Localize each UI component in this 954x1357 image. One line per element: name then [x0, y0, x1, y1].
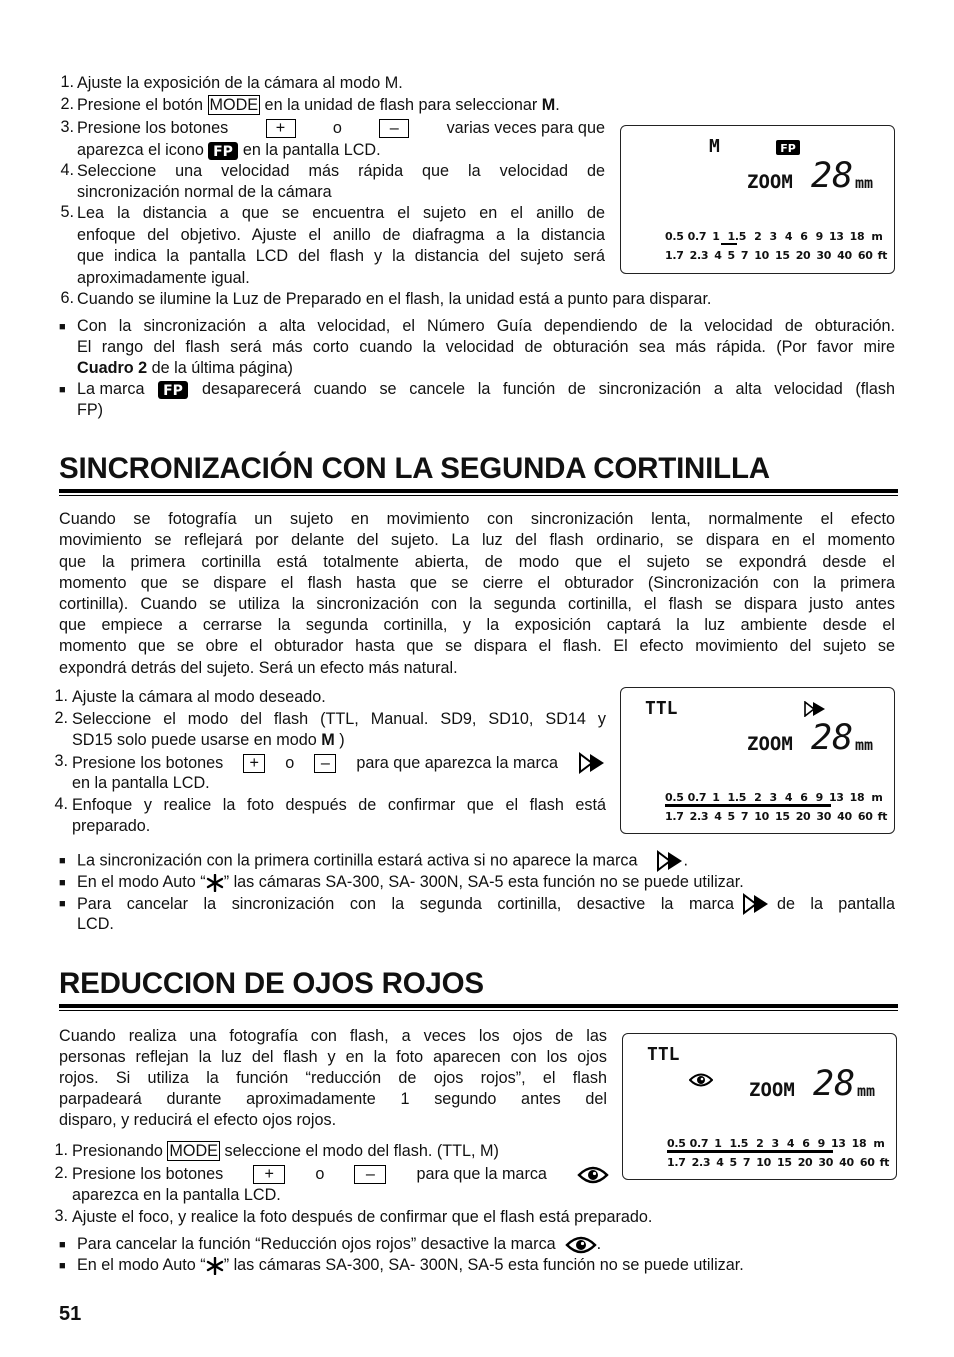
- step-number: 1.: [54, 687, 68, 705]
- lcd-feet-value: 5: [729, 1156, 737, 1169]
- lcd-mode: TTL: [645, 698, 678, 719]
- para-line: momento que se dispare el flash hasta que se cierre el obturador (Sincronización con la primera: [59, 574, 895, 592]
- note-text: En el modo Auto “ ” las cámaras SA-300, SA- 300N, SA-5 esta función no se puede utilizar.: [77, 1256, 744, 1274]
- lcd-feet-value: 7: [742, 1156, 751, 1169]
- title-rule: [59, 489, 898, 493]
- step-text: sincronización normal de la cámara: [77, 183, 332, 201]
- para-line: Cuando realiza una fotografía con flash, a veces los ojos de las: [59, 1027, 607, 1045]
- step-number: 2.: [54, 709, 68, 727]
- lcd-feet-value: 10: [756, 1156, 771, 1169]
- lcd-feet-value: 2.3: [689, 249, 709, 262]
- step-number: 1.: [54, 1141, 68, 1159]
- step-text: Lea la distancia a que se encuentra el sujeto en el anillo de: [77, 204, 605, 222]
- para-line: Cuando se fotografía un sujeto en movimiento con sincronización lenta, normalmente el efecto: [59, 510, 895, 528]
- step-text: Ajuste la exposición de la cámara al modo M.: [77, 74, 403, 92]
- step-text: Presione los botones + o – varias veces para que: [77, 119, 605, 137]
- step-text: Presione el botón MODE en la unidad de flash para seleccionar M.: [77, 96, 560, 114]
- fp-icon: [776, 140, 800, 155]
- note-text: FP): [77, 401, 104, 419]
- lcd-distance-marker: [721, 243, 737, 245]
- bullet-icon: ■: [59, 384, 66, 396]
- lcd-zoom-label: ZOOM: [747, 171, 793, 193]
- para-line: momento que se obre el obturador hasta que se dispara el flash. El efecto movimiento del sujeto se: [59, 637, 895, 655]
- lcd-meter-value: 1: [712, 791, 720, 804]
- lcd-meter-scale: [667, 1137, 885, 1150]
- step-text: Seleccione una velocidad más rápida que la velocidad de: [77, 162, 605, 180]
- step-number: 6.: [60, 289, 74, 307]
- lcd-feet-value: 7: [740, 249, 749, 262]
- step-text: preparado.: [72, 817, 151, 835]
- second-curtain-icon: [804, 701, 826, 717]
- section-title: SINCRONIZACIÓN CON LA SEGUNDA CORTINILLA: [59, 452, 770, 485]
- title-rule: [59, 1004, 898, 1008]
- fp-icon: [208, 142, 238, 160]
- lcd-meter-value: 6: [802, 1137, 810, 1150]
- step-number: 5.: [60, 203, 74, 221]
- lcd-meter-value: 13: [828, 791, 844, 804]
- lcd-meter-value: 1: [712, 230, 720, 243]
- svg-text:FP: FP: [780, 142, 796, 155]
- step-text: Seleccione el modo del flash (TTL, Manual. SD9, SD10, SD14 y: [72, 710, 606, 728]
- lcd-feet-unit: ft: [877, 810, 888, 823]
- svg-text:FP: FP: [213, 143, 234, 160]
- title-rule: [59, 1010, 898, 1011]
- lcd-feet-value: 60: [859, 1156, 875, 1169]
- lcd-meter-value: 18: [851, 1137, 867, 1150]
- minus-key: –: [379, 119, 409, 138]
- mode-key: MODE: [209, 96, 259, 114]
- lcd-display-second-curtain: [620, 687, 895, 834]
- lcd-feet-value: 40: [839, 1156, 854, 1169]
- lcd-meter-scale: [665, 791, 883, 804]
- step-text: SD15 solo puede usarse en modo M ): [72, 731, 345, 749]
- note-text: Para cancelar la sincronización con la segunda cortinilla, desactive la marca de la pantalla: [77, 893, 895, 915]
- lcd-meter-value: 13: [828, 230, 844, 243]
- page-number: 51: [59, 1303, 82, 1325]
- lcd-meter-value: 2: [754, 791, 762, 804]
- minus-key: –: [354, 1165, 386, 1184]
- lcd-meter-value: 2: [754, 230, 762, 243]
- lcd-meter-value: 6: [800, 791, 808, 804]
- lcd-zoom-label: ZOOM: [749, 1079, 795, 1101]
- note-text: Para cancelar la función “Reducción ojos rojos” desactive la marca .: [77, 1235, 602, 1253]
- lcd-feet-value: 40: [837, 249, 852, 262]
- title-rule: [59, 495, 898, 496]
- bullet-icon: ■: [59, 321, 66, 333]
- lcd-meter-value: 4: [784, 230, 793, 243]
- para-line: personas reflejan la luz del flash y en la foto aparecen con los ojos: [59, 1048, 607, 1066]
- para-line: cortinilla). Cuando se utiliza la sincronización con la segunda cortinilla, el flash se dispara justo antes: [59, 595, 895, 613]
- lcd-meter-value: 0.7: [689, 1137, 709, 1150]
- lcd-feet-scale: [665, 810, 887, 823]
- lcd-unit: mm: [855, 736, 874, 754]
- lcd-feet-value: 30: [816, 810, 832, 823]
- lcd-meter-value: 6: [800, 230, 808, 243]
- bullet-icon: ■: [59, 877, 66, 889]
- lcd-meter-value: 13: [830, 1137, 846, 1150]
- red-eye-icon: [577, 1165, 609, 1185]
- lcd-feet-unit: ft: [877, 249, 888, 262]
- lcd-meter-value: 1: [714, 1137, 722, 1150]
- lcd-meter-value: 0.7: [687, 791, 707, 804]
- step-text: Presionando MODE seleccione el modo del flash. (TTL, M): [72, 1142, 499, 1160]
- fp-icon: [158, 381, 188, 399]
- lcd-range-bar: [665, 804, 831, 807]
- lcd-feet-value: 40: [837, 810, 852, 823]
- plus-key: +: [266, 119, 296, 138]
- red-eye-icon: [689, 1072, 713, 1088]
- note-text: Con la sincronización a alta velocidad, el Número Guía dependiendo de la velocidad de obturación.: [77, 317, 895, 335]
- lcd-meter-value: 1.5: [727, 791, 747, 804]
- section-title: REDUCCION DE OJOS ROJOS: [59, 967, 484, 1000]
- lcd-range-bar: [667, 1150, 833, 1153]
- red-eye-icon: [565, 1235, 597, 1255]
- lcd-meter-scale: [665, 230, 883, 243]
- lcd-meter-value: 18: [849, 230, 865, 243]
- step-text: que indica la pantalla LCD del flash y la distancia del sujeto será: [77, 247, 605, 265]
- lcd-feet-value: 4: [714, 810, 722, 823]
- lcd-meter-value: 4: [786, 1137, 795, 1150]
- plus-key: +: [243, 754, 265, 773]
- lcd-feet-value: 15: [776, 1156, 792, 1169]
- lcd-feet-value: 1.7: [665, 810, 684, 823]
- bullet-icon: ■: [59, 855, 66, 867]
- lcd-feet-value: 1.7: [665, 249, 684, 262]
- lcd-feet-value: 15: [774, 249, 790, 262]
- lcd-meter-unit: m: [871, 230, 883, 243]
- lcd-meter-value: 0.5: [665, 230, 684, 243]
- lcd-unit: mm: [857, 1082, 876, 1100]
- para-line: que la primera cortinilla está totalmente abierta, de modo que el sujeto se expondrá desde el: [59, 553, 895, 571]
- lcd-mode: M: [709, 136, 720, 157]
- lcd-feet-value: 4: [714, 249, 722, 262]
- lcd-feet-value: 20: [795, 249, 811, 262]
- lcd-meter-value: 18: [849, 791, 865, 804]
- step-number: 2.: [60, 95, 74, 113]
- step-number: 4.: [54, 795, 68, 813]
- para-line: movimiento se reflejará por delante del sujeto. La luz del flash ordinario, se dispara en el momento: [59, 531, 895, 549]
- second-curtain-icon: [578, 752, 606, 774]
- plus-key: +: [253, 1165, 285, 1184]
- lcd-meter-value: 2: [756, 1137, 764, 1150]
- lcd-feet-value: 15: [774, 810, 790, 823]
- mode-key: MODE: [169, 1142, 218, 1160]
- lcd-feet-value: 1.7: [667, 1156, 686, 1169]
- lcd-zoom-value: 28: [811, 718, 854, 758]
- lcd-meter-unit: m: [873, 1137, 885, 1150]
- lcd-meter-unit: m: [871, 791, 883, 804]
- note-text: La marca FP desaparecerá cuando se cancele la función de sincronización a alta velocidad (flash: [77, 380, 895, 399]
- step-text: Cuando se ilumine la Luz de Preparado en el flash, la unidad está a punto para disparar.: [77, 290, 712, 308]
- step-text: Enfoque y realice la foto después de confirmar que el flash está: [72, 796, 606, 814]
- second-curtain-icon: [742, 893, 770, 915]
- note-text: La sincronización con la primera cortinilla estará activa si no aparece la marca .: [77, 850, 688, 872]
- auto-mode-icon: [206, 874, 224, 892]
- step-text: aproximadamente igual.: [77, 269, 250, 287]
- lcd-feet-value: 4: [716, 1156, 724, 1169]
- step-text: Ajuste el foco, y realice la foto después de confirmar que el flash está preparado.: [72, 1208, 653, 1226]
- lcd-display-red-eye: [622, 1033, 897, 1180]
- para-line: disparo, y reducirá el efecto ojos rojos.: [59, 1111, 337, 1129]
- para-line: rojos. Si utiliza la función “reducción de ojos rojos”, el flash: [59, 1069, 607, 1087]
- para-line: expondrá detrás del sujeto. Será un efecto más natural.: [59, 659, 458, 677]
- lcd-feet-value: 30: [818, 1156, 834, 1169]
- lcd-feet-value: 60: [857, 249, 873, 262]
- step-number: 4.: [60, 161, 74, 179]
- note-text: En el modo Auto “ ” las cámaras SA-300, SA- 300N, SA-5 esta función no se puede utilizar.: [77, 873, 744, 891]
- lcd-meter-value: 0.5: [665, 791, 684, 804]
- lcd-mode: TTL: [647, 1044, 680, 1065]
- bullet-icon: ■: [59, 898, 66, 910]
- lcd-feet-value: 7: [740, 810, 749, 823]
- lcd-meter-value: 9: [817, 1137, 825, 1150]
- lcd-meter-value: 3: [771, 1137, 779, 1150]
- step-text: Ajuste la cámara al modo deseado.: [72, 688, 326, 706]
- lcd-zoom-value: 28: [813, 1064, 856, 1104]
- lcd-feet-value: 2.3: [689, 810, 709, 823]
- lcd-feet-value: 5: [727, 249, 735, 262]
- note-text: LCD.: [77, 915, 114, 933]
- lcd-feet-value: 60: [857, 810, 873, 823]
- bullet-icon: ■: [59, 1260, 66, 1272]
- lcd-meter-value: 3: [769, 230, 777, 243]
- lcd-meter-value: 9: [815, 791, 823, 804]
- step-text: en la pantalla LCD.: [72, 774, 210, 792]
- lcd-meter-value: 1.5: [727, 230, 747, 243]
- lcd-zoom-label: ZOOM: [747, 733, 793, 755]
- step-number: 2.: [54, 1164, 68, 1182]
- step-number: 3.: [54, 752, 68, 770]
- lcd-feet-value: 30: [816, 249, 832, 262]
- lcd-feet-scale: [667, 1156, 889, 1169]
- step-number: 3.: [54, 1207, 68, 1225]
- step-text: aparezca el icono FP en la pantalla LCD.: [77, 141, 381, 160]
- lcd-feet-scale: [665, 249, 887, 262]
- lcd-feet-value: 20: [795, 810, 811, 823]
- lcd-zoom-value: 28: [811, 156, 854, 196]
- auto-mode-icon: [206, 1257, 224, 1275]
- step-text: Presione los botones + o – para que aparezca la marca: [72, 752, 606, 774]
- second-curtain-icon: [656, 850, 684, 872]
- lcd-meter-value: 3: [769, 791, 777, 804]
- note-text: El rango del flash será más corto cuando la velocidad de obturación sea más rápida. (Por favor mire: [77, 338, 895, 356]
- lcd-meter-value: 0.5: [667, 1137, 686, 1150]
- para-line: que empiece a cerrarse la segunda cortinilla, y la exposición captará la luz ambiente desde el: [59, 616, 895, 634]
- lcd-feet-unit: ft: [879, 1156, 890, 1169]
- lcd-feet-value: 20: [797, 1156, 813, 1169]
- lcd-meter-value: 4: [784, 791, 793, 804]
- step-number: 3.: [60, 118, 74, 136]
- lcd-unit: mm: [855, 174, 874, 192]
- step-text: aparezca en la pantalla LCD.: [72, 1186, 281, 1204]
- bullet-icon: ■: [59, 1239, 66, 1251]
- note-text: Cuadro 2 de la última página): [77, 359, 293, 377]
- lcd-feet-value: 10: [754, 810, 769, 823]
- para-line: parpadeará durante aproximadamente 1 segundo antes del: [59, 1090, 607, 1108]
- lcd-display-fp: [620, 125, 895, 274]
- lcd-feet-value: 5: [727, 810, 735, 823]
- minus-key: –: [314, 754, 336, 773]
- lcd-feet-value: 10: [754, 249, 769, 262]
- step-number: 1.: [60, 73, 74, 91]
- step-text: Presione los botones + o – para que la marca: [72, 1164, 609, 1185]
- lcd-meter-value: 9: [815, 230, 823, 243]
- lcd-meter-value: 1.5: [729, 1137, 749, 1150]
- lcd-meter-value: 0.7: [687, 230, 707, 243]
- step-text: enfoque del objetivo. Ajuste el anillo de diafragma a la distancia: [77, 226, 605, 244]
- svg-text:FP: FP: [163, 382, 184, 399]
- lcd-feet-value: 2.3: [691, 1156, 711, 1169]
